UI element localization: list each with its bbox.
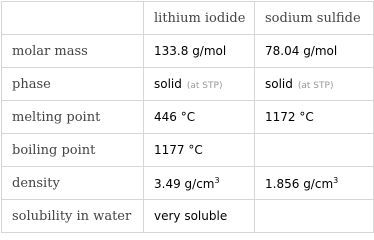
cell-unit: °C xyxy=(188,143,203,157)
cell-value: 1172 xyxy=(265,110,296,124)
row-label-molar-mass: molar mass xyxy=(2,35,144,68)
solubility-sodium-sulfide xyxy=(255,200,374,233)
cell-value: 446 xyxy=(154,110,177,124)
unit-exponent: 3 xyxy=(333,175,339,185)
boiling-point-sodium-sulfide xyxy=(255,134,374,167)
table-row xyxy=(2,35,374,68)
header-sodium-sulfide: sodium sulfide xyxy=(255,2,374,35)
cell-unit: °C xyxy=(180,110,196,124)
cell-value: 1.856 xyxy=(265,176,300,191)
cell-note: (at STP) xyxy=(297,81,334,91)
molar-mass-lithium-iodide xyxy=(144,35,255,68)
density-lithium-iodide xyxy=(144,167,255,200)
header-row xyxy=(2,2,374,35)
cell-unit xyxy=(185,177,220,191)
row-label-solubility-in-water: solubility in water xyxy=(2,200,144,233)
row-label-phase: phase xyxy=(2,68,144,101)
phase-lithium-iodide xyxy=(144,68,255,101)
melting-point-sodium-sulfide xyxy=(255,101,374,134)
row-label-boiling-point: boiling point xyxy=(2,134,144,167)
cell-note: (at STP) xyxy=(186,81,223,91)
cell-unit: g/mol xyxy=(303,44,338,58)
phase-sodium-sulfide xyxy=(255,68,374,101)
cell-unit: °C xyxy=(299,110,314,124)
solubility-lithium-iodide: very soluble xyxy=(144,200,255,233)
properties-table xyxy=(1,1,374,233)
unit-base: g/cm xyxy=(184,176,215,191)
table-row xyxy=(2,134,374,167)
row-label-density: density xyxy=(2,167,144,200)
density-sodium-sulfide xyxy=(255,167,374,200)
table-row xyxy=(2,68,374,101)
unit-base: g/cm xyxy=(303,176,334,191)
table-row xyxy=(2,167,374,200)
cell-value: 133.8 xyxy=(154,44,189,58)
melting-point-lithium-iodide xyxy=(144,101,255,134)
table-row xyxy=(2,200,374,233)
cell-value: 78.04 xyxy=(265,44,300,58)
table-row xyxy=(2,101,374,134)
cell-value: 3.49 xyxy=(154,176,181,191)
cell-unit xyxy=(303,177,338,191)
cell-value: solid xyxy=(154,77,182,91)
header-corner xyxy=(2,2,144,35)
cell-value: solid xyxy=(265,77,293,91)
cell-value: 1177 xyxy=(154,143,185,157)
row-label-melting-point: melting point xyxy=(2,101,144,134)
header-lithium-iodide: lithium iodide xyxy=(144,2,255,35)
cell-unit: g/mol xyxy=(192,44,227,58)
unit-exponent: 3 xyxy=(214,175,220,185)
molar-mass-sodium-sulfide xyxy=(255,35,374,68)
boiling-point-lithium-iodide xyxy=(144,134,255,167)
